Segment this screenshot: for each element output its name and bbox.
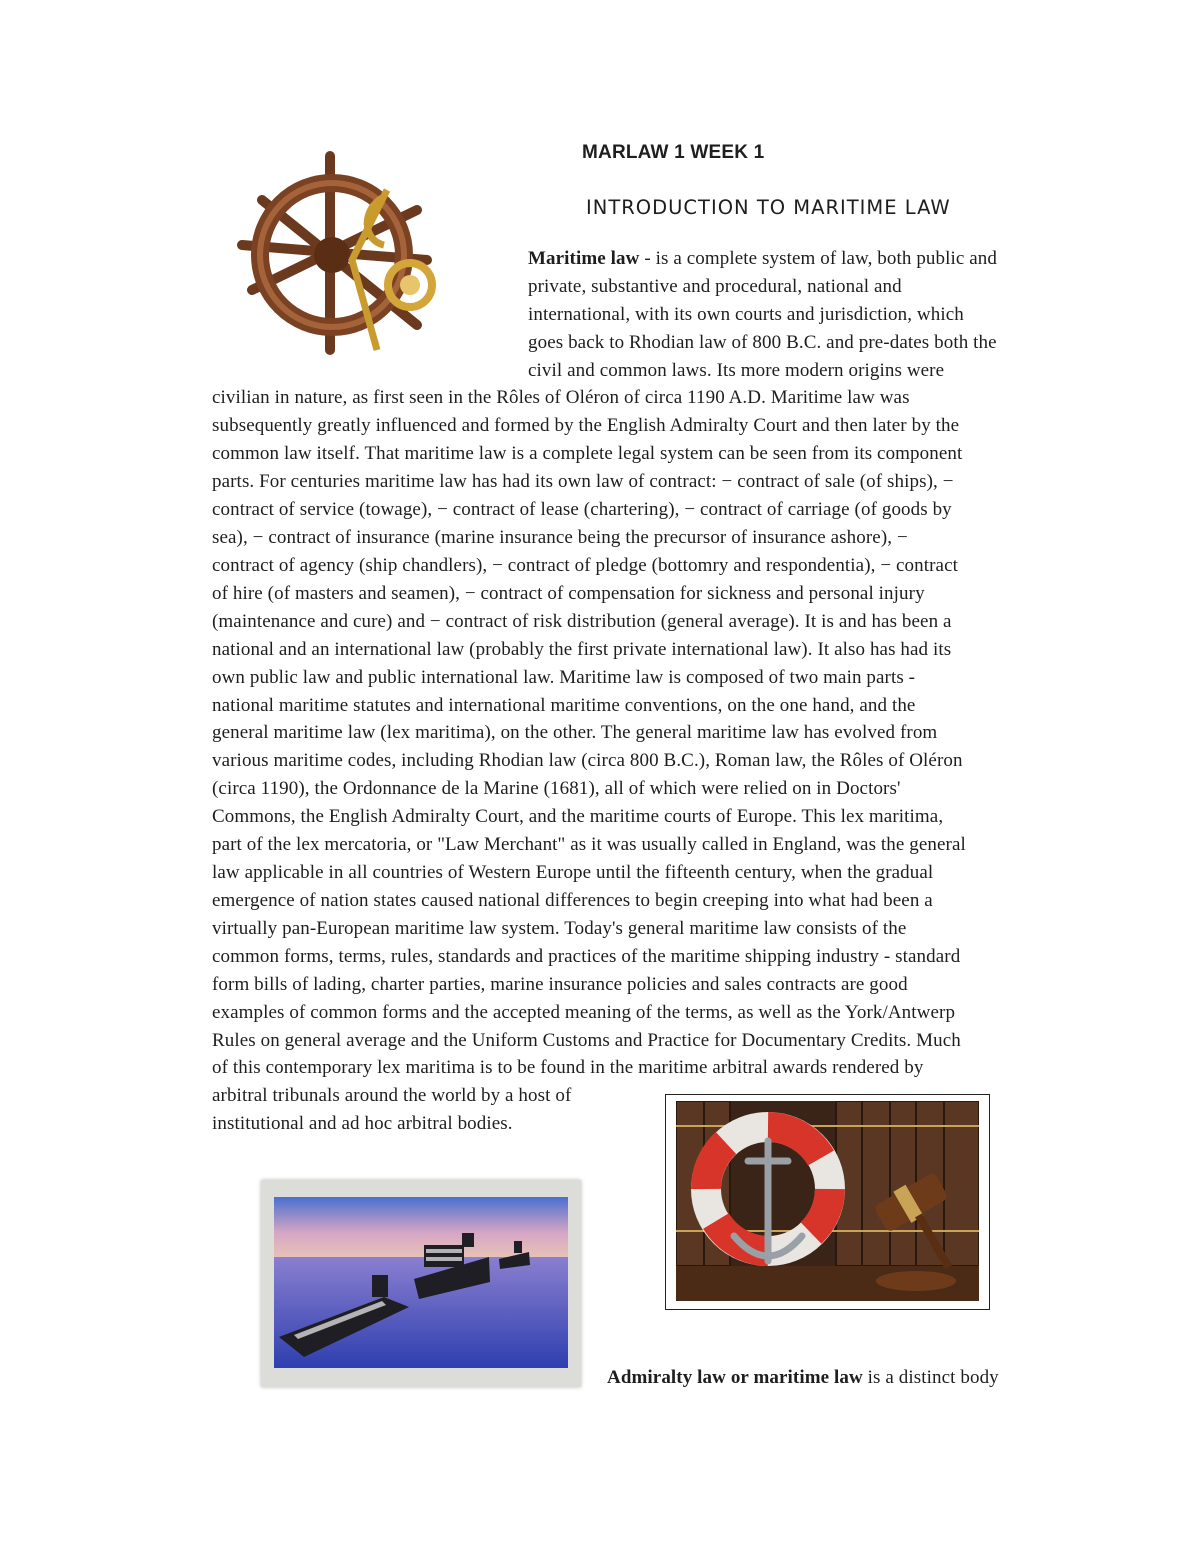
body-line: civil and common laws. Its more modern origins were [528,360,945,381]
body-line: virtually pan-European maritime law system. Today's general maritime law consists of the [212,918,907,939]
body-line: contract of agency (ship chandlers), − contract of pledge (bottomry and respondentia), − contract [212,555,958,576]
body-line: Maritime law - is a complete system of law, both public and [528,248,997,269]
body-line: of this contemporary lex maritima is to be found in the maritime arbitral awards rendered by [212,1057,924,1078]
body-line: national and an international law (probably the first private international law). It also has had its [212,639,952,660]
lifebuoy-gavel-image [665,1094,990,1310]
tanker-ships-image [261,1180,581,1387]
body-line: Rules on general average and the Uniform Customs and Practice for Documentary Credits. Much [212,1030,961,1051]
body-line: Commons, the English Admiralty Court, and the maritime courts of Europe. This lex maritima, [212,806,944,827]
course-heading: MARLAW 1 WEEK 1 [582,142,765,163]
body-line: civilian in nature, as first seen in the Rôles of Oléron of circa 1190 A.D. Maritime law was [212,387,910,408]
body-line: law applicable in all countries of Western Europe until the fifteenth century, when the gradual [212,862,934,883]
body-line: part of the lex mercatoria, or "Law Merchant" as it was usually called in England, was the general [212,834,966,855]
body-line: general maritime law (lex maritima), on the other. The general maritime law has evolved from [212,722,938,743]
body-line: various maritime codes, including Rhodian law (circa 800 B.C.), Roman law, the Rôles of Oléron [212,750,963,771]
body-line: common forms, terms, rules, standards and practices of the maritime shipping industry - standard [212,946,961,967]
body-line: national maritime statutes and international maritime conventions, on the one hand, and the [212,695,916,716]
body-line: own public law and public international law. Maritime law is composed of two main parts - [212,667,916,688]
admiralty-paragraph-start: Admiralty law or maritime law is a distinct body [607,1367,999,1388]
body-line: form bills of lading, charter parties, marine insurance policies and sales contracts are good [212,974,908,995]
term-maritime-law: Maritime law [528,248,640,269]
body-line: goes back to Rhodian law of 800 B.C. and pre-dates both the [528,332,997,353]
body-line: of hire (of masters and seamen), − contract of compensation for sickness and personal injury [212,583,925,604]
body-line: arbitral tribunals around the world by a host of [212,1085,572,1106]
body-line: international, with its own courts and jurisdiction, which [528,304,964,325]
body-line: parts. For centuries maritime law has had its own law of contract: − contract of sale (of ships), − [212,471,954,492]
page-title: INTRODUCTION TO MARITIME LAW [586,196,951,219]
body-line: common law itself. That maritime law is a complete legal system can be seen from its component [212,443,963,464]
body-line: (maintenance and cure) and − contract of risk distribution (general average). It is and has been a [212,611,952,632]
body-line: subsequently greatly influenced and formed by the English Admiralty Court and then later by the [212,415,960,436]
body-line: private, substantive and procedural, national and [528,276,902,297]
body-line: sea), − contract of insurance (marine insurance being the precursor of insurance ashore), − [212,527,908,548]
body-line: emergence of nation states caused national differences to begin creeping into what had been a [212,890,933,911]
body-line: (circa 1190), the Ordonnance de la Marine (1681), all of which were relied on in Doctors' [212,778,901,799]
term-admiralty-law: Admiralty law or maritime law [607,1367,863,1388]
body-line: examples of common forms and the accepted meaning of the terms, as well as the York/Antwerp [212,1002,956,1023]
body-line: institutional and ad hoc arbitral bodies. [212,1113,513,1134]
body-line: contract of service (towage), − contract of lease (chartering), − contract of carriage (of goods by [212,499,952,520]
ship-wheel-image [212,150,440,356]
